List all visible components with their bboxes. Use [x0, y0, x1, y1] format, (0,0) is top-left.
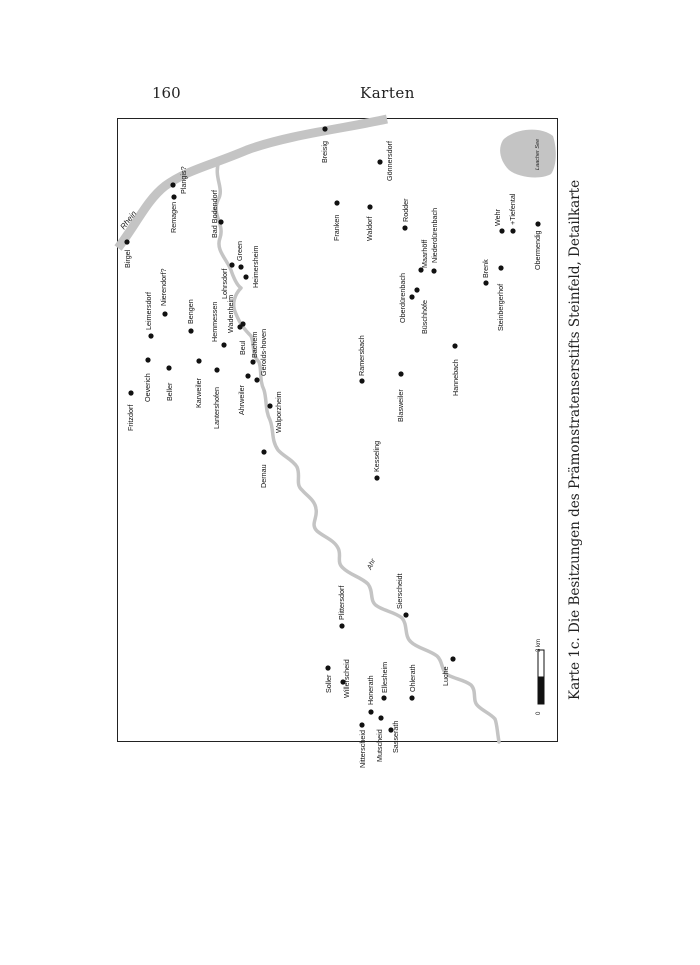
place-label: Willerscheid	[342, 659, 351, 698]
place-label: Oeverich	[143, 373, 152, 402]
place-label: Leimersdorf	[144, 292, 153, 330]
page-number: 160	[152, 84, 181, 102]
place-label: Kesseling	[372, 440, 381, 472]
map-frame	[117, 118, 558, 768]
place-marker	[381, 695, 386, 700]
place-label: Beller	[165, 382, 174, 401]
place-label: Sasserath	[391, 720, 400, 753]
place-label: Sierscheidt	[395, 573, 404, 609]
place-marker	[267, 403, 272, 408]
place-label: +Tiefental	[508, 193, 517, 225]
place-label: Maarhöff	[420, 239, 429, 268]
scale-max-label: 3 km	[536, 638, 542, 652]
place-label: Obermendig	[533, 230, 542, 270]
place-marker	[243, 274, 248, 279]
place-marker	[403, 612, 408, 617]
place-label: Plittersdorf	[337, 585, 346, 620]
place-label: Dernau	[259, 464, 268, 488]
place-label: Honerath	[366, 675, 375, 705]
place-maarhoeff	[418, 240, 429, 273]
place-marker	[188, 328, 193, 333]
place-sasserath	[388, 721, 400, 753]
place-marker	[452, 343, 457, 348]
place-label: Soller	[324, 674, 333, 693]
place-marker	[124, 239, 129, 244]
place-marker	[322, 126, 327, 131]
place-label: Luche	[441, 666, 450, 686]
place-marker	[450, 656, 455, 661]
place-label: Gönnersdorf	[385, 141, 394, 181]
place-label: Waldorf	[365, 216, 374, 241]
place-marker	[229, 262, 234, 267]
place-label: Nierendorf?	[159, 268, 168, 306]
place-label: Ohlerath	[408, 664, 417, 692]
place-marker	[414, 287, 419, 292]
place-marker	[245, 373, 250, 378]
place-label: Ellesheim	[380, 661, 389, 693]
place-label: Steinbergerhof	[496, 283, 505, 331]
place-marker	[498, 265, 503, 270]
place-label: Brenk	[481, 259, 490, 278]
place-marker	[510, 228, 515, 233]
place-label: Büschhöfe	[420, 300, 429, 334]
place-label: Walporzheim	[274, 391, 283, 433]
place-label: Breisig	[320, 141, 329, 163]
place-willerscheid	[340, 659, 351, 698]
place-marker	[483, 280, 488, 285]
place-marker	[367, 204, 372, 209]
place-label: Bachem	[250, 331, 259, 358]
place-label: Nitterscheid	[358, 730, 367, 768]
place-marker	[170, 182, 175, 187]
place-label: Blasweiler	[396, 389, 405, 422]
place-marker	[339, 623, 344, 628]
place-marker	[325, 665, 330, 670]
place-label: Wadenheim	[226, 294, 235, 333]
place-marker	[431, 268, 436, 273]
place-marker	[535, 221, 540, 226]
place-label: Lantershofen	[212, 387, 221, 429]
place-label: Ramersbach	[357, 335, 366, 376]
place-marker	[359, 722, 364, 727]
place-marker	[377, 159, 382, 164]
map-canvas	[117, 118, 558, 768]
place-label: Plangis?	[179, 166, 188, 194]
place-label: Heimersheim	[251, 245, 260, 288]
place-marker	[378, 715, 383, 720]
place-label: Rodder	[401, 198, 410, 222]
place-marker	[196, 358, 201, 363]
place-marker	[214, 367, 219, 372]
place-label: Karweiler	[194, 378, 203, 408]
place-marker	[218, 219, 223, 224]
place-marker	[145, 357, 150, 362]
rhine-label: Rhein	[118, 209, 139, 232]
place-marker	[368, 709, 373, 714]
place-niederduerenbach	[430, 208, 439, 274]
place-marker	[148, 333, 153, 338]
place-marker	[171, 194, 176, 199]
place-label: Hemmessen	[210, 301, 219, 342]
place-marker	[402, 225, 407, 230]
place-marker	[499, 228, 504, 233]
place-marker	[128, 390, 133, 395]
map-border	[118, 119, 558, 742]
place-label: Niederdürenbach	[430, 207, 439, 263]
place-marker	[166, 365, 171, 370]
running-head: Karten	[360, 84, 415, 102]
place-marker	[409, 294, 414, 299]
place-label: Mutscheid	[375, 729, 384, 762]
place-label: Lohrsdorf	[220, 268, 229, 299]
place-label: Fritzdorf	[126, 404, 135, 431]
place-label: Bad Bodendorf	[210, 190, 219, 238]
place-label: Birgel	[123, 249, 132, 268]
place-marker	[250, 359, 255, 364]
place-marker	[334, 200, 339, 205]
place-label: Oberdürenbach	[398, 273, 407, 323]
ahr-label: Ahr	[366, 558, 378, 571]
place-marker	[162, 311, 167, 316]
place-label: Remagen	[169, 201, 178, 233]
place-label: Beul	[238, 340, 247, 355]
place-marker	[238, 264, 243, 269]
laacher-see-label: Laacher See	[535, 138, 541, 170]
place-label: Wehr	[493, 208, 502, 226]
place-marker	[221, 342, 226, 347]
place-marker	[254, 377, 259, 382]
place-ramersbach	[357, 335, 366, 383]
place-marker	[261, 449, 266, 454]
place-marker	[398, 371, 403, 376]
place-label: Gerolds-hoven	[259, 328, 268, 376]
place-label: Ahrweiler	[237, 385, 246, 415]
place-label: Green	[235, 241, 244, 261]
place-marker	[359, 378, 364, 383]
place-label: Hannebach	[451, 359, 460, 396]
scale-zero-label: 0	[536, 711, 542, 715]
place-marker	[240, 321, 245, 326]
place-marker	[409, 695, 414, 700]
place-marker	[374, 475, 379, 480]
map-caption: Karte 1c. Die Besitzungen des Prämonstratenserstifts Steinfeld, Detailkarte	[567, 179, 583, 700]
place-label: Bengen	[186, 299, 195, 324]
place-label: Franken	[332, 214, 341, 241]
